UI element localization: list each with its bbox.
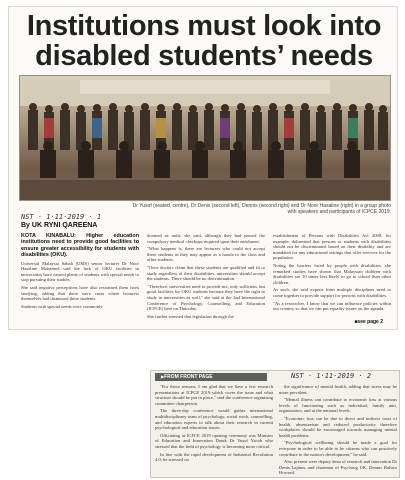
see-page-link[interactable]: ■ see page 2: [354, 319, 383, 325]
continuation-body: [155, 384, 397, 476]
paragraph: "For those reasons, I am glad that we have a few research presentations at ICPCE 2019 which cover the issue and what structure should be put in place," said the conference organising committee chairperson.: [155, 384, 273, 406]
group-photo-illustration: [20, 76, 391, 201]
paragraph: Officiating at ICPCE 2019 opening ceremony was Minister of Education and Innovation Datuk Dr Yusof Yacob who stressed that the field of psychology is becoming more critical.: [155, 432, 273, 449]
continuation-column-1: [155, 384, 273, 476]
paragraph: As such, she said experts from multiple disciplines need to come together to provide support for persons with disabilities.: [273, 287, 391, 298]
headline-line-1: Institutions must look into: [26, 10, 382, 42]
paragraph: "What happens is, there are lecturers who could not accept these students as they may appear as a hassle to the class and other students.: [147, 246, 265, 263]
article-clipping: [8, 6, 398, 330]
paragraph: doomed as unfit, she said, although they had passed the compulsory medical checkups required upon their enrolment.: [147, 233, 265, 244]
byline: By UK RYNI QAREENA: [21, 222, 98, 229]
paragraph: Also present were deputy dean of research and innovation Dr Denis Lajium, and chairman of Psychrog UK, Dennis Ralisto Howard.: [279, 459, 397, 476]
paragraph: The three-day conference would gather international multidisciplinary team of psychology, social work, counselling, and education experts to talk about their research in current psychological and education issues.: [155, 408, 273, 431]
paragraph: establishment of Persons with Disabilities Act 2008, for example, delineated that persons or students with disabilities should not be discriminated based on their disability and are mandated for any educational settings that offer services for the population.: [273, 233, 391, 261]
paragraph: She said negative perceptions have also restrained them from studying, adding that there were cases where lecturers themselves had dismissed these students.: [21, 285, 139, 302]
paragraph: "Economic loss can be due to direct and indirect costs of health, absenteeism and reduced productivity therefore workplaces should be encouraged towards managing mental health problems.: [279, 415, 397, 438]
paragraph: "Psychological wellbeing should be made a goal for everyone in order to be able to be citizens who can positively contribute to the nation's development," he said.: [279, 440, 397, 457]
paragraph: "Therefore, universities need to provide not, only sufficient, but good facilities for OKU students because they have the right to study in universities as well," she said at the 2nd International Conference of Psychology, Counselling, and Education (ICPCE) here on Thursday.: [147, 283, 265, 312]
continuation-column-2: [279, 384, 397, 476]
photo-caption-line-2: with speakers and participants of ICPCE 2019.: [287, 209, 391, 215]
article-column-1: [21, 233, 139, 325]
article-headline: [9, 11, 398, 71]
paragraph: Universiti Malaysia Sabah (UMS) senior lecturer Dr Noor Hasaline Mohamed said the lack of OKU facilities in universities have caused plenty of students with special needs to stop pursuing their studies.: [21, 260, 139, 283]
article-column-3: [273, 233, 391, 325]
paragraph: In line with the rapid development of Industrial Revolution 4.0, he stressed on: [155, 451, 273, 463]
paragraph: "Once doctors claim that these students are qualified and fit to study regardless of their disabilities, universities should accept the students. There should be no discrimination.: [147, 264, 265, 282]
continuation-clipping: [150, 370, 400, 478]
photo-caption-line-1: Dr Yusof (seated, centre), Dr Denis (second left), Dennis (second right) and Dr Noor Hasaline (right) in a group photo: [132, 203, 391, 209]
paragraph: Noting the barriers faced by people with disabilities, she remarked studies have shown that Malaysian children with disabilities are 10 times less likely to go to school than other children.: [273, 262, 391, 285]
paragraph: "As a researcher, I know that we can influence policies within our country so that we can put equality issues on the agenda.: [273, 300, 391, 312]
paragraph: "Mental illness can contribute to economic loss at various levels of functioning such as individual, family unit, organisation, and at the national levels.: [279, 397, 397, 414]
paragraph: Students with special needs were commonly: [21, 303, 103, 309]
headline-line-2: disabled students’ needs: [35, 40, 373, 72]
lead-paragraph: KOTA KINABALU: Higher education institutions need to provide good facilities to ensure greater accessibility for students with disabilities (OKU).: [21, 233, 139, 259]
article-body: [21, 233, 391, 325]
paragraph: the significance of mental health, adding that stress may be more prevalent.: [279, 384, 397, 395]
group-photo: [19, 75, 391, 201]
article-column-2: [147, 233, 265, 325]
handwritten-date: NST · 1·11·2019 · 1: [21, 213, 102, 221]
paragraph: She further stressed that legislation through the: [147, 313, 234, 319]
handwritten-date: NST · 1·11·2019 · 2: [291, 372, 372, 380]
from-front-page-banner: ▶ FROM FRONT PAGE: [155, 373, 267, 381]
